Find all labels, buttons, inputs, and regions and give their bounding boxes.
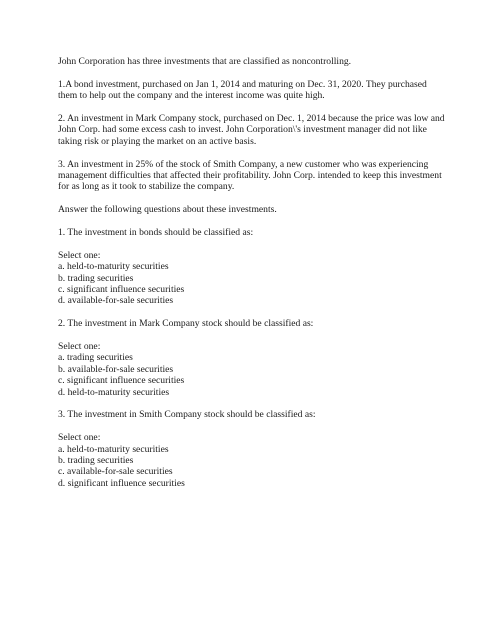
- question-3-option-c[interactable]: c. available-for-sale securities: [58, 466, 173, 478]
- question-3-option-a[interactable]: a. held-to-maturity securities: [58, 443, 169, 455]
- select-one-label: Select one:: [58, 432, 101, 444]
- document-page: [58, 56, 446, 501]
- instruction-text: Answer the following questions about these investments.: [58, 204, 277, 216]
- question-1-option-d[interactable]: d. available-for-sale securities: [58, 295, 174, 307]
- investment-2-text: 2. An investment in Mark Company stock, purchased on Dec. 1, 2014 because the price was low and John Corp. had some excess cash to invest. John Corporation\'s investment manager did not like taking risk or playing the market on an active basis.: [58, 113, 445, 147]
- question-1-options: [58, 250, 446, 307]
- question-1-text: 1. The investment in bonds should be classified as:: [58, 227, 254, 239]
- question-2-option-c[interactable]: c. significant influence securities: [58, 375, 185, 387]
- question-2-option-b[interactable]: b. available-for-sale securities: [58, 363, 174, 375]
- question-3-option-b[interactable]: b. trading securities: [58, 455, 134, 467]
- intro-text: John Corporation has three investments that are classified as noncontrolling.: [58, 56, 352, 67]
- select-one-label: Select one:: [58, 249, 101, 261]
- question-2-option-d[interactable]: d. held-to-maturity securities: [58, 386, 170, 398]
- question-2-option-a[interactable]: a. trading securities: [58, 352, 133, 364]
- question-2-text: 2. The investment in Mark Company stock should be classified as:: [58, 318, 314, 330]
- question-1-option-c[interactable]: c. significant influence securities: [58, 284, 185, 296]
- select-one-label: Select one:: [58, 341, 101, 353]
- question-3-options: [58, 432, 446, 489]
- question-3-option-d[interactable]: d. significant influence securities: [58, 477, 185, 489]
- question-1-option-a[interactable]: a. held-to-maturity securities: [58, 261, 169, 273]
- question-1-option-b[interactable]: b. trading securities: [58, 272, 134, 284]
- question-1: [58, 227, 446, 307]
- question-2: [58, 318, 446, 398]
- question-3: [58, 409, 446, 489]
- question-2-options: [58, 341, 446, 398]
- investment-1-text: 1.A bond investment, purchased on Jan 1, 2014 and maturing on Dec. 31, 2020. They purchased them to help out the company and the interest income was quite high.: [58, 78, 427, 102]
- investment-3-text: 3. An investment in 25% of the stock of Smith Company, a new customer who was experiencing management difficulties that affected their profitability. John Corp. intended to keep this investment for as long as it took to stabilize the company.: [58, 158, 442, 193]
- question-3-text: 3. The investment in Smith Company stock should be classified as:: [58, 409, 316, 421]
